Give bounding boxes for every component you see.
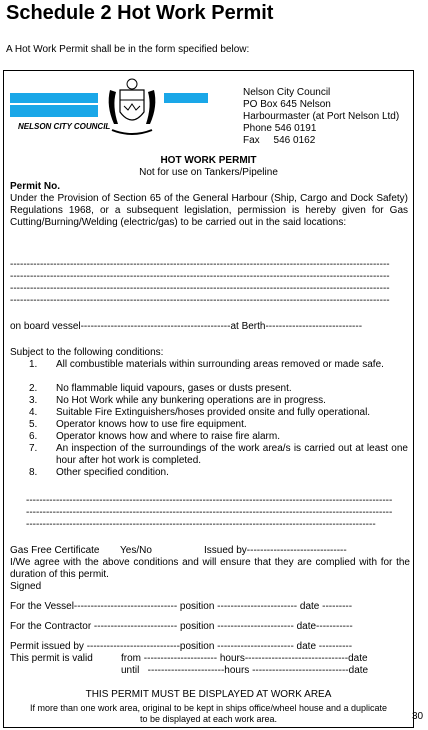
conditions-intro: Subject to the following conditions:: [10, 347, 164, 358]
other-condition-line[interactable]: --------------------------------------------------------------------------------------------------------------: [26, 495, 393, 506]
vessel-berth-line[interactable]: on board vessel---------------------------------------------at Berth-----------------------------: [10, 321, 363, 332]
vessel-signature-line[interactable]: For the Vessel------------------------------- position ------------------------ date ---------: [10, 601, 353, 612]
permit-subtitle: Not for use on Tankers/Pipeline: [139, 167, 278, 178]
location-line[interactable]: ------------------------------------------------------------------------------------------------------------------: [10, 271, 390, 282]
valid-until-line[interactable]: until -----------------------hours -----------------------------date: [121, 665, 369, 676]
footer-note: to be displayed at each work area.: [139, 714, 278, 724]
other-condition-line[interactable]: --------------------------------------------------------------------------------------------------------------: [26, 507, 393, 518]
provision-text: Under the Provision of Section 65 of the General Harbour (Ship, Cargo and Dock Safety) Regulations 1968, or a subsequent legislation, permission is hereby given for Gas Cutting/Burning/Welding (electric/gas) to be carried out in the said locations:: [10, 193, 408, 228]
logo-bar-top: [10, 93, 98, 103]
other-condition-line[interactable]: ---------------------------------------------------------------------------------------------------------: [26, 519, 376, 530]
coat-of-arms-logo: [102, 76, 162, 142]
intro-text: A Hot Work Permit shall be in the form specified below:: [6, 44, 250, 55]
address-line: Harbourmaster (at Port Nelson Ltd): [243, 111, 400, 122]
display-notice: THIS PERMIT MUST BE DISPLAYED AT WORK AREA: [85, 689, 332, 700]
condition-text: Operator knows how to use fire equipment.: [56, 419, 247, 430]
footer-note: If more than one work area, original to be kept in ships office/wheel house and a duplicate: [29, 703, 388, 713]
logo-bar-right: [164, 93, 208, 103]
location-line[interactable]: ------------------------------------------------------------------------------------------------------------------: [10, 283, 390, 294]
address-line: Nelson City Council: [243, 87, 331, 98]
address-line: Fax 546 0162: [243, 135, 316, 146]
permit-form: [3, 70, 414, 728]
condition-number: 8.: [29, 467, 38, 478]
condition-number: 1.: [29, 359, 38, 370]
gas-free-yes-no[interactable]: Yes/No: [120, 545, 152, 556]
issued-by-field[interactable]: Issued by------------------------------: [204, 545, 347, 556]
issuer-signature-line[interactable]: Permit issued by ----------------------------position ----------------------- date ----------: [10, 641, 353, 652]
signed-label: Signed: [10, 581, 42, 592]
condition-number: 4.: [29, 407, 38, 418]
contractor-signature-line[interactable]: For the Contractor ------------------------- position ----------------------- date-----------: [10, 621, 353, 632]
condition-text: Other specified condition.: [56, 467, 169, 478]
condition-number: 7.: [29, 443, 38, 454]
validity-label: This permit is valid: [10, 653, 93, 664]
condition-number: 5.: [29, 419, 38, 430]
address-line: PO Box 645 Nelson: [243, 99, 331, 110]
condition-number: 6.: [29, 431, 38, 442]
condition-number: 3.: [29, 395, 38, 406]
logo-bar-bottom: [10, 105, 98, 117]
condition-text: Suitable Fire Extinguishers/hoses provided onsite and fully operational.: [56, 407, 371, 418]
condition-text: No Hot Work while any bunkering operations are in progress.: [56, 395, 326, 406]
gas-free-label: Gas Free Certificate: [10, 545, 100, 556]
permit-title: HOT WORK PERMIT: [160, 155, 257, 166]
condition-text: No flammable liquid vapours, gases or dusts present.: [56, 383, 292, 394]
address-line: Phone 546 0191: [243, 123, 317, 134]
valid-from-line[interactable]: from ---------------------- hours-------------------------------date: [121, 653, 368, 664]
page-title: Schedule 2 Hot Work Permit: [6, 2, 274, 24]
logo-text: NELSON CITY COUNCIL: [18, 122, 111, 131]
condition-text: Operator knows how and where to raise fire alarm.: [56, 431, 280, 442]
page-number: 30: [412, 711, 424, 722]
condition-number: 2.: [29, 383, 38, 394]
condition-text: An inspection of the surroundings of the work area/s is carried out at least one hour after hot work is completed.: [56, 443, 408, 466]
location-line[interactable]: ------------------------------------------------------------------------------------------------------------------: [10, 295, 390, 306]
condition-text: All combustible materials within surrounding areas removed or made safe.: [56, 359, 384, 370]
location-line[interactable]: ------------------------------------------------------------------------------------------------------------------: [10, 259, 390, 270]
permit-number-label: Permit No.: [10, 181, 61, 192]
agreement-text: I/We agree with the above conditions and will ensure that they are complied with for the duration of this permit.: [10, 557, 410, 580]
